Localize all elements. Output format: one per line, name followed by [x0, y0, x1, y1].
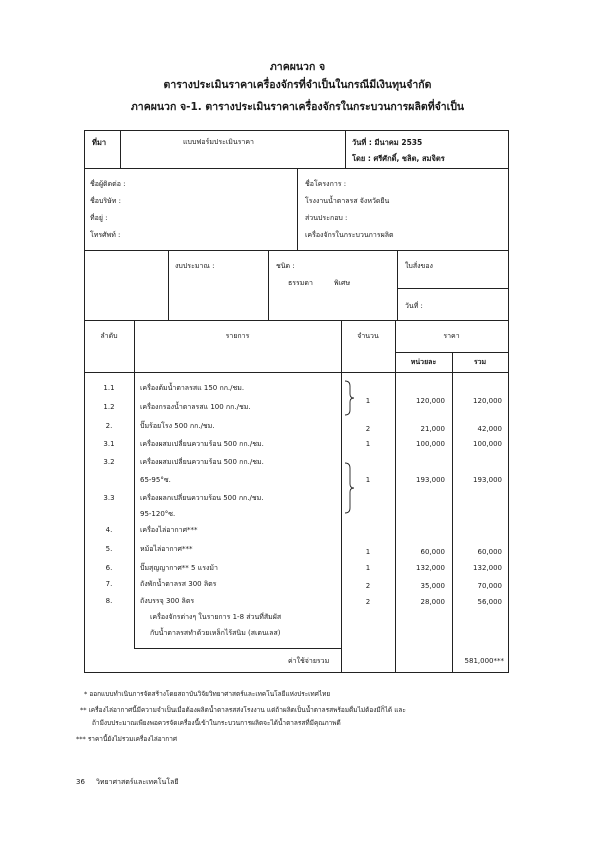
component-label: ส่วนประกอบ : [305, 214, 348, 222]
company-name-label: ชื่อบริษัท : [90, 197, 121, 205]
sum-value: 581,000*** [464, 657, 504, 665]
type-label: ชนิด : [276, 262, 295, 270]
col-header-no: ลำดับ [100, 332, 118, 340]
type-special: พิเศษ [334, 279, 351, 287]
contact-name-label: ชื่อผู้ติดต่อ : [90, 180, 126, 188]
table-title: ภาคผนวก จ-1. ตารางประเมินราคาเครื่องจักรในกระบวนการผลิตที่จำเป็น [130, 101, 465, 113]
project-label: ชื่อโครงการ : [305, 180, 347, 188]
quote-date-label: วันที่ : [405, 302, 423, 310]
form-date: วันที่ : มีนาคม 2535 [352, 138, 423, 147]
brace-group-2 [342, 462, 356, 514]
col-header-qty: จำนวน [357, 332, 379, 340]
appendix-subtitle: ตารางประเมินราคาเครื่องจักรที่จำเป็นในกรณีมีเงินทุนจำกัด [163, 79, 432, 91]
material-remark: เครื่องจักรต่างๆ ในรายการ 1-8 ส่วนที่สัมผัส [150, 613, 282, 621]
form-authors: โดย : ศรีศักดิ์, ชลิต, สมจิตร [352, 154, 445, 163]
footnote-1: * ออกแบบทำเนินการจัดสร้างโดยสถาบันวิจัยวิทยาศาสตร์และเทคโนโลยีแห่งประเทศไทย [84, 690, 331, 698]
address-label: ที่อยู่ : [90, 214, 108, 222]
col-header-item: รายการ [225, 332, 250, 340]
phone-label: โทรศัพท์ : [90, 231, 121, 239]
project-value: โรงงานน้ำตาลรส จังหวัดยืน [305, 197, 390, 205]
type-normal: ธรรมดา [288, 279, 313, 287]
journal-name: วิทยาศาสตร์และเทคโนโลยี [96, 778, 179, 786]
footnote-2: ** เครื่องไล่อากาศนี้มีความจำเป็นเมื่อต้องผลิตน้ำตาลรสส่งโรงงาน แต่ถ้าผลิตเป็นน้ำตาลรสพร้อมดื่มไม่ต้องมีก็ได้ และ [80, 706, 406, 714]
appendix-heading: ภาคผนวก จ [269, 61, 326, 73]
page-number: 36 [76, 778, 85, 786]
quote-label: ใบสั่งของ [405, 262, 433, 270]
source-label: ที่มา [92, 138, 107, 147]
footnote-3: *** ราคานี้ยังไม่รวมเครื่องไล่อากาศ [76, 735, 178, 743]
footnote-2-cont: ถ้ามีงบประมาณเพียงพอควรจัดเครื่องนี้เข้าในกระบวนการผลิตจะได้น้ำตาลรสที่มีคุณภาพดี [92, 719, 341, 727]
col-header-unit: หน่วยละ [410, 358, 437, 366]
brace-group-1 [342, 380, 356, 416]
col-header-total: รวม [473, 358, 487, 366]
sum-label: ค่าใช้จ่ายรวม [288, 657, 330, 665]
component-value: เครื่องจักรในกระบวนการผลิต [305, 231, 394, 239]
form-name: แบบฟอร์มประเมินราคา [183, 138, 254, 146]
col-header-price: ราคา [443, 332, 460, 340]
material-remark-cont: กับน้ำตาลรสทำด้วยเหล็กไร้สนิม (สเตนเลส) [150, 629, 281, 637]
budget-label: งบประมาณ : [175, 262, 215, 270]
